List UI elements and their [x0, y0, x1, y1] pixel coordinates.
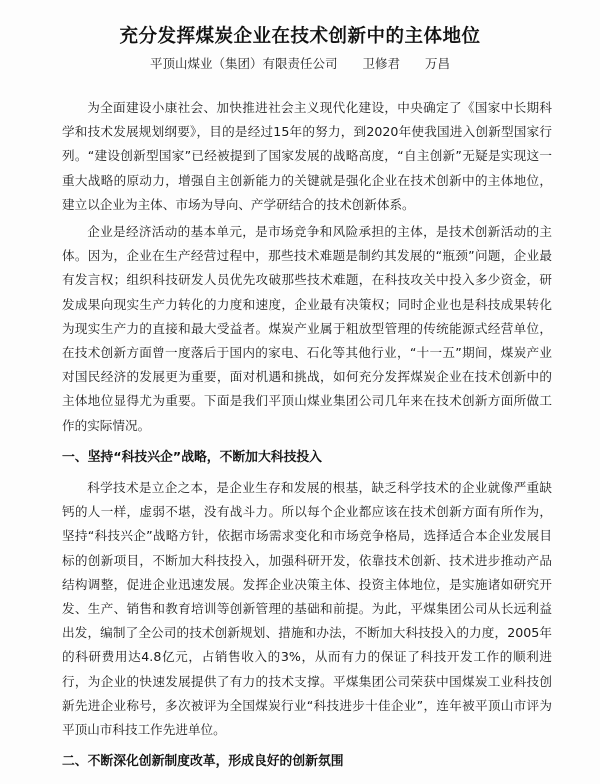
document-body [62, 96, 552, 780]
document-title: 充分发挥煤炭企业在技术创新中的主体地位 [119, 26, 481, 47]
section-2-heading: 二、不断深化创新制度改革，形成良好的创新氛围 [62, 754, 344, 770]
intro-paragraph-2: 企业是经济活动的基本单元，是市场竞争和风险承担的主体，是技术创新活动的主体。因为，企业在生产经营过程中，那些技术难题是制约其发展的“瓶颈”问题，企业最有发言权；组织科技研发人员优先攻破那些技术难题，在科技攻关中投入多少资金，研发成果向现实生产力转化的力度和速度，企业最有决策权；同时企业也是科技成果转化为现实生产力的直接和最大受益者。煤炭产业属于粗放型管理的传统能源式经营单位，在技术创新方面曾一度落后于国内的家电、石化等其他行业，“十一五”期间，煤炭产业对国民经济的发展更为重要，面对机遇和挑战，如何充分发挥煤炭企业在技术创新中的主体地位显得尤为重要。下面是我们平顶山煤业集团公司几年来在技术创新方面所做工作的实际情况。 [62, 224, 552, 433]
section-1-heading: 一、坚持“科技兴企”战略，不断加大科技投入 [62, 449, 322, 465]
author-byline: 平顶山煤业（集团）有限责任公司 卫修君 万昌 [149, 56, 450, 71]
section-1-paragraph: 科学技术是立企之本，是企业生存和发展的根基，缺乏科学技术的企业就像严重缺钙的人一样，虚弱不堪，没有战斗力。所以每个企业都应该在技术创新方面有所作为，坚持“科技兴企”战略方针，依据市场需求变化和市场竞争格局，选择适合本企业发展目标的创新项目，不断加大科技投入，加强科研开发，依靠技术创新、技术进步推动产品结构调整，促进企业迅速发展。发挥企业决策主体、投资主体地位，是实施诸如研究开发、生产、销售和教育培训等创新管理的基础和前提。为此，平煤集团公司从长远利益出发，编制了全公司的技术创新规划、措施和办法，不断加大科技投入的力度，2005年的科研费用达4.8亿元，占销售收入的3%，从而有力的保证了科技开发工作的顺利进行，为企业的快速发展提供了有力的技术支撑。平煤集团公司荣获中国煤炭工业科技创新先进企业称号，多次被评为全国煤炭行业“科技进步十佳企业”，连年被平顶山市评为平顶山市科技工作先进单位。 [62, 480, 552, 738]
intro-paragraph-1: 为全面建设小康社会、加快推进社会主义现代化建设，中央确定了《国家中长期科学和技术发展规划纲要》，目的是经过15年的努力，到2020年使我国进入创新型国家行列。“建设创新型国家”已经被提到了国家发展的战略高度，“自主创新”无疑是实现这一重大战略的原动力，增强自主创新能力的关键就是强化企业在技术创新中的主体地位，建立以企业为主体、市场为导向、产学研结合的技术创新体系。 [62, 100, 552, 212]
